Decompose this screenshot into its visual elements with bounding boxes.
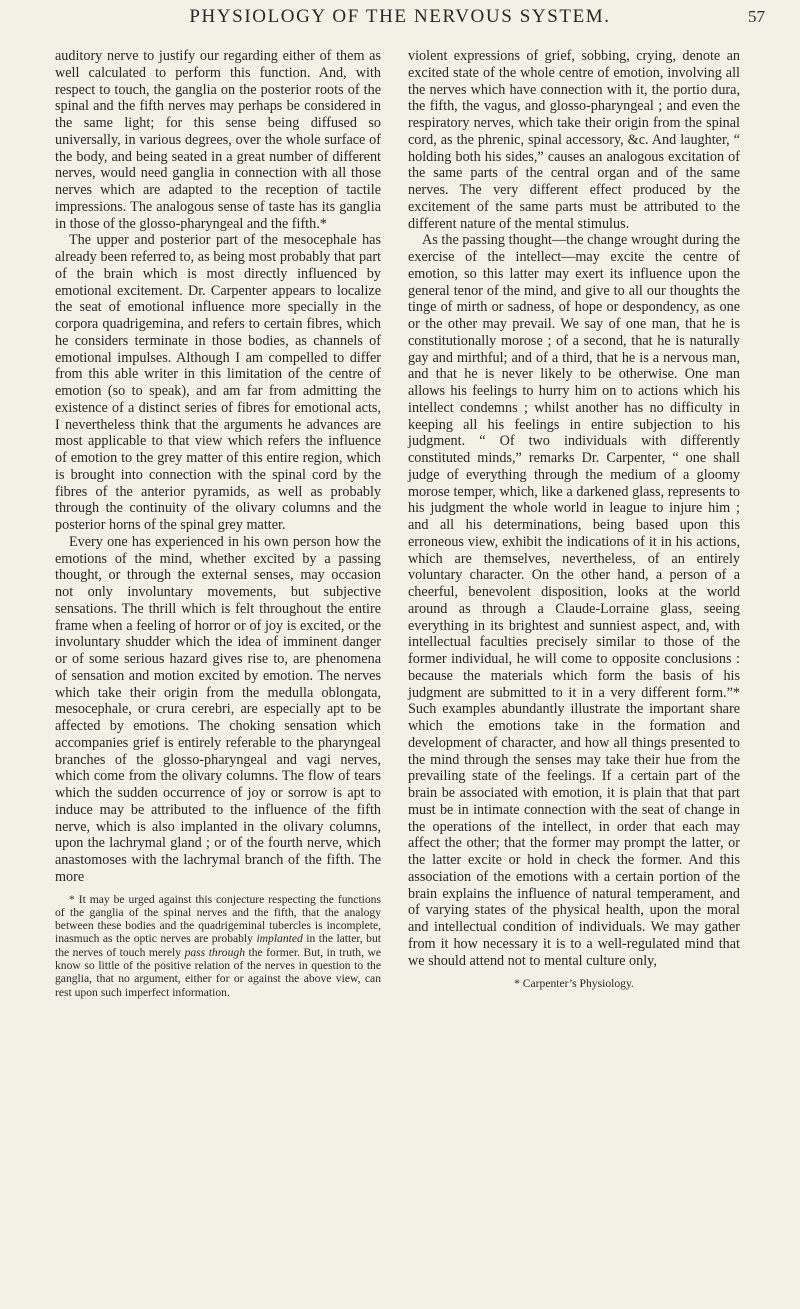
running-title: PHYSIOLOGY OF THE NERVOUS SYSTEM. xyxy=(189,6,611,27)
footnote xyxy=(408,977,740,990)
paragraph: Every one has experienced in his own person how the emotions of the mind, whether excited by a passing thought, or through the external senses, may occasion not only involuntary movements, but subjective sensations. The thrill which is felt throughout the entire frame when a feeling of horror or of joy is excited, or the involuntary shudder which the idea of imminent danger or of some serious hazard gives rise to, are phenomena of sensation and motion excited by emotion. The nerves which take their origin from the medulla oblongata, mesocephale, or crura cerebri, are especially apt to be affected by emotions. The choking sensation which accompanies grief is entirely referable to the pharyngeal branches of the glosso-pharyngeal and vagi nerves, which come from the olivary columns. The flow of tears which the sudden occurrence of joy or sorrow is apt to induce may be attributed to the influence of the fifth nerve, which is also implanted in the olivary columns, upon the lachrymal gland ; or of the fourth nerve, which anastomoses with the lachrymal branch of the fifth. The more xyxy=(55,533,381,885)
footnote-part: in the latter, but the nerves of touch merely xyxy=(55,932,381,959)
footnote xyxy=(55,893,381,999)
page-number: 57 xyxy=(748,7,765,26)
paragraph: As the passing thought—the change wrought during the exercise of the intellect—may excite the centre of emotion, so this latter may exert its influence upon the general tenor of the mind, and give to all our thoughts the tinge of mirth or sadness, of hope or despondency, as one or the other may prevail. We say of one man, that he is constitutionally morose ; of a second, that he is naturally gay and mirthful; and of a third, that he is a nervous man, and that he is never likely to be otherwise. One man allows his feelings to hurry him on to actions which his intellect condemns ; whilst another has no difficulty in keeping all his feelings in entire subjection to his judgment. “ Of two individuals with differently constituted minds,” remarks Dr. Carpenter, “ one shall judge of everything through the medium of a gloomy morose temper, which, like a darkened glass, represents to his judgment the whole world in league to injure him ; and all his determinations, being based upon this erroneous view, exhibit the indications of it in his actions, which are themselves, nevertheless, of an entirely voluntary character. On the other hand, a person of a cheerful, benevolent disposition, looks at the world around as through a Claude-Lorraine glass, seeing everything in its brightest and sunniest aspect, and, with intellectual faculties precisely similar to those of the former individual, he will come to opposite conclusions : because the materials which form the basis of his judgment are submitted to it in a very different form.”* Such examples abundantly illustrate the important share which the emotions take in the formation and development of character, and how all things presented to the mind through the senses may take their hue from the prevailing state of the feelings. If a certain part of the brain be associated with emotion, it is plain that that part must be in intimate connection with the seat of change in the operations of the intellect, in order that each may affect the other; that the former may prompt the latter, or the latter excite or hold in check the former. And this association of the emotions with a certain portion of the brain explains the influence of natural temperament, and of varying states of the physical health, upon the moral and intellectual condition of individuals. We may gather from it how necessary it is to a well-regulated mind that we should attend not to mental culture only, xyxy=(408,232,740,969)
footnote-italic: pass through xyxy=(184,945,245,959)
right-column xyxy=(408,48,740,991)
running-head xyxy=(0,6,800,36)
left-column xyxy=(55,48,381,999)
footnote-italic: implanted xyxy=(256,932,303,946)
paragraph: violent expressions of grief, sobbing, crying, denote an excited state of the whole centre of emotion, involving all the nerves which have connection with it, the portio dura, the fifth, the vagus, and glosso-pharyngeal ; and even the respiratory nerves, which take their origin from the spinal cord, as the phrenic, spinal accessory, &c. And laughter, “ holding both his sides,” causes an analogous excitation of the same parts of the central organ and of the same nerves. The very different effect produced by the excitement of the same parts must be attributed to the different nature of the mental stimulus. xyxy=(408,48,740,232)
footnote-part: the former. But, in truth, we know so little of the positive relation of the nerves in question to the ganglia, that no argument, either for or against the above view, can rest upon such imperfect information. xyxy=(55,945,381,999)
paragraph: The upper and posterior part of the mesocephale has already been referred to, as being most probably that part of the brain which is most directly influenced by emotional excitement. Dr. Carpenter appears to localize the seat of emotional influence more specially in the corpora quadrigemina, and refers to certain fibres, which he considers terminate in those bodies, as channels of emotional impulses. Although I am compelled to differ from this able writer in this limitation of the centre of emotion (so to speak), and am far from admitting the existence of a distinct series of fibres for emotional acts, I nevertheless think that the arguments he advances are most applicable to that view which refers the influence of emotion to the grey matter of this entire region, which is brought into connection with the spinal cord by the fibres of the anterior pyramids, as well as probably through the continuity of the olivary columns and the posterior horns of the spinal grey matter. xyxy=(55,232,381,533)
footnote-text: * Carpenter’s Physiology. xyxy=(514,977,634,991)
paragraph: auditory nerve to justify our regarding either of them as well calculated to perform this function. And, with respect to touch, the ganglia on the posterior roots of the spinal and the fifth nerves may perhaps be considered in the same light; for this sense being diffused so universally, in various degrees, over the whole surface of the body, and being seated in a great number of different nerves, would need ganglia in connection with all those nerves which are adapted to the reception of tactile impressions. The analogous sense of taste has its ganglia in those of the glosso-pharyngeal and the fifth.* xyxy=(55,48,381,232)
footnote-part: * It may be urged against this conjecture respecting the functions of the ganglia of the spinal nerves and the fifth, that the analogy between these bodies and the quadrigeminal tubercles is incomplete, inasmuch as the optic nerves are probably xyxy=(55,892,381,946)
footnote-text xyxy=(55,893,381,999)
